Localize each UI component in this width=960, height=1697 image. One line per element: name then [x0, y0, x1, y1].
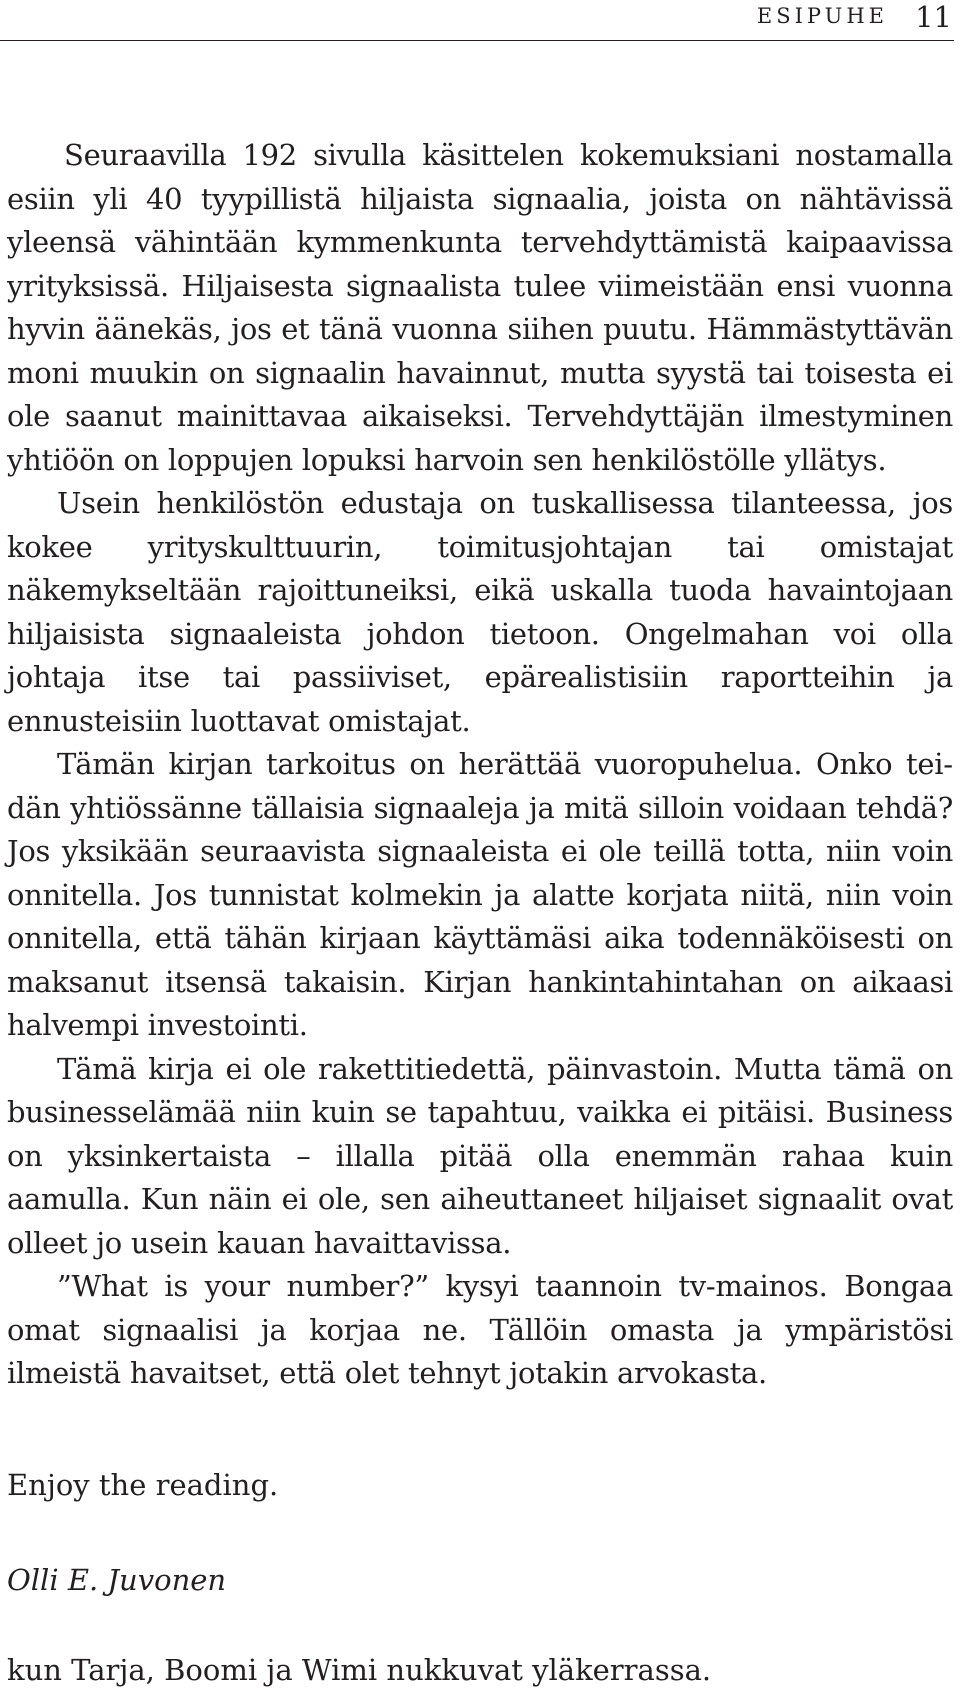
page-number: 11: [915, 0, 952, 34]
running-title: ESIPUHE: [756, 4, 888, 28]
paragraph: Seuraavilla 192 sivulla käsittelen kokemuksiani nostamalla esiin yli 40 tyypillistä hiljaista signaalia, joista on nähtävissä yleensä vähintään kymmenkunta tervehdyttämistä kaipaavissa yrityksissä. Hiljaisesta signaalista tulee viimeistään ensi vuonna hyvin äänekäs, jos et tänä vuonna siihen puutu. Hämmästyttävän moni muukin on signaalin havainnut, mutta syystä tai toisesta ei ole saanut mainittavaa aikaiseksi. Tervehdyttäjän ilmestyminen yhtiöön on loppujen lopuksi harvoin sen henkilöstölle yllätys.: [7, 138, 953, 477]
author-signature: Olli E. Juvonen: [7, 1563, 227, 1597]
paragraph: Tämä kirja ei ole rakettitiedettä, päinvastoin. Mutta tämä on businesselämää niin kuin se tapahtuu, vaikka ei pitäisi. Business on yksinkertaista – illalla pitää olla enemmän rahaa kuin aamulla. Kun näin ei ole, sen aiheuttaneet hiljaiset signaalit ovat olleet jo usein kauan havaittavissa.: [7, 1051, 953, 1260]
postscript: kun Tarja, Boomi ja Wimi nukkuvat yläkerrassa.: [7, 1653, 712, 1687]
paragraph: ”What is your number?” kysyi taannoin tv-mainos. Bongaa omat signaalisi ja korjaa ne. Tällöin omasta ja ympäristösi ilmeistä havaitset, että olet tehnyt jotakin arvokasta.: [7, 1269, 953, 1390]
closing-greeting: Enjoy the reading.: [7, 1468, 279, 1502]
running-header: [0, 0, 954, 41]
preface-body: [7, 134, 953, 1396]
paragraph: Tämän kirjan tarkoitus on herättää vuoropuhelua. Onko teidän yhtiössänne tällaisia signaaleja ja mitä silloin voidaan tehdä? Jos yksikään seuraavista signaaleista ei ole teillä totta, niin voin onnitella. Jos tunnistat kolmekin ja alatte korjata niitä, niin voin onnitella, että tähän kirjaan käyttämäsi aika todennäköisesti on maksanut itsensä takaisin. Kirjan hankintahintahan on aikaasi halvempi investointi.: [7, 747, 953, 1042]
paragraph: Usein henkilöstön edustaja on tuskallisessa tilanteessa, jos kokee yrityskulttuurin, toimitusjohtajan tai omistajat näkemykseltään rajoittuneiksi, eikä uskalla tuoda havaintojaan hiljaisista signaaleista johdon tietoon. Ongelmahan voi olla johtaja itse tai passiiviset, epärealistisiin raportteihin ja ennusteisiin luottavat omistajat.: [7, 486, 953, 738]
